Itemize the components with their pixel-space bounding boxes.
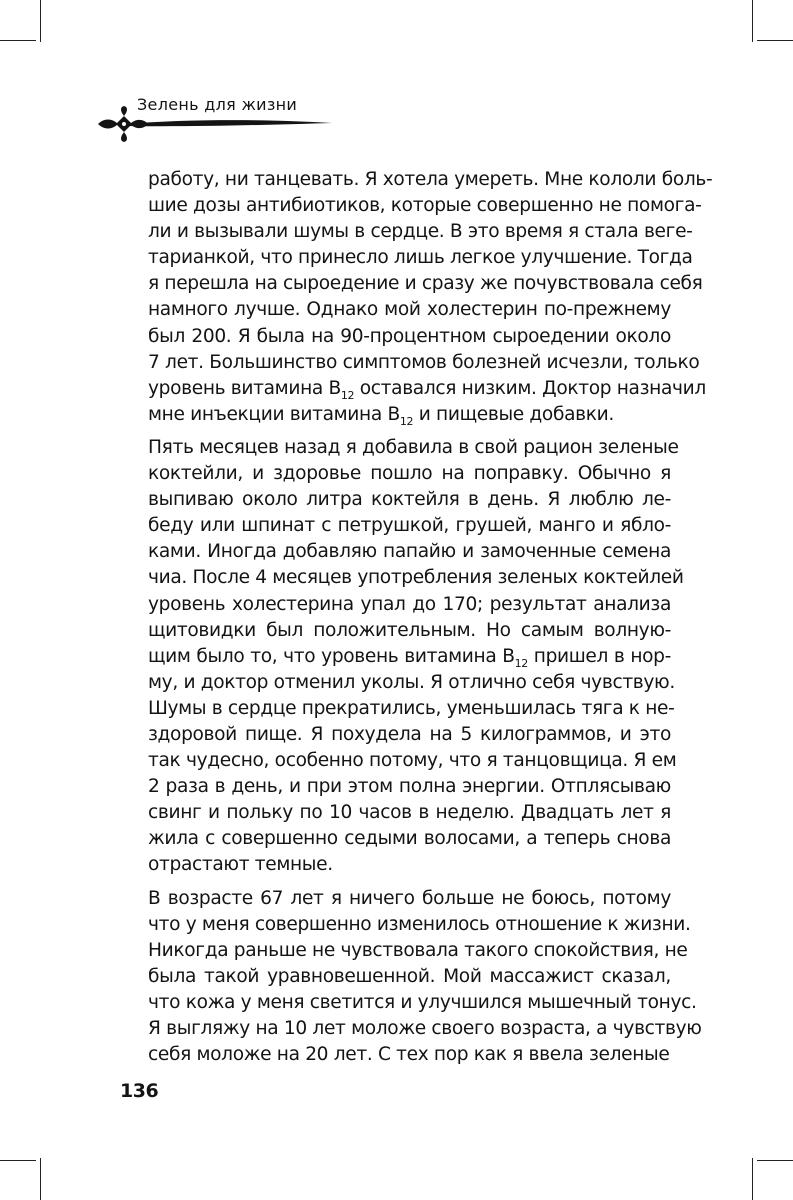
subscript: 12 (514, 656, 528, 670)
text-line: 2 раза в день, и при этом полна энергии. Отплясываю (148, 776, 671, 798)
subscript: 12 (340, 388, 355, 402)
text-fragment: мне инъекции витамина B (148, 403, 400, 425)
crop-mark-bottom-right-h (757, 1160, 793, 1161)
text-line (148, 644, 671, 670)
paragraph (148, 435, 684, 879)
text-line: себя моложе на 20 лет. С тех пор как я ввела зеленые (148, 1044, 670, 1066)
text-line: ками. Иногда добавляю папайю и замоченные семена (148, 541, 671, 563)
crop-mark-top-right (752, 0, 753, 42)
text-line: Пять месяцев назад я добавила в свой рацион зеленые (148, 436, 679, 458)
text-fragment: щим было то, что уровень витамина B (148, 645, 515, 667)
text-line: ли и вызывали шумы в сердце. В это время я стала веге- (148, 221, 693, 243)
text-line: так чудесно, особенно потому, что я танцовщица. Я ем (148, 750, 677, 772)
leaf-ornament-icon (96, 106, 332, 142)
text-line: Шумы в сердце прекратились, уменьшилась тяга к не- (148, 697, 675, 719)
text-fragment: пришел в нор- (527, 645, 671, 667)
text-line: Никогда раньше не чувствовала такого спокойствия, не (148, 939, 688, 961)
crop-mark-top-right-h (757, 40, 793, 41)
text-line: уровень холестерина упал до 170; результат анализа (148, 593, 671, 615)
text-line: Я выгляжу на 10 лет моложе своего возраста, а чувствую (148, 1018, 702, 1039)
crop-mark-top-left (40, 0, 41, 42)
text-fragment: оставался низким. Доктор назначил (354, 377, 706, 399)
text-line: жила с совершенно седыми волосами, а теперь снова (148, 828, 671, 850)
crop-mark-bottom-left (40, 1158, 41, 1200)
text-line: я перешла на сыроедение и сразу же почувствовала себя (148, 273, 703, 295)
page-number: 136 (120, 1080, 159, 1102)
text-line: выпиваю около литра коктейля в день. Я люблю ле- (148, 489, 671, 511)
text-line: коктейли, и здоровье пошло на поправку. Обычно я (148, 463, 671, 485)
text-line (148, 402, 671, 428)
running-head-title: Зелень для жизни (137, 95, 298, 114)
text-line: здоровой пище. Я похудела на 5 килограммов, и это (148, 723, 671, 745)
text-line: намного лучше. Однако мой холестерин по-прежнему (148, 299, 671, 321)
text-fragment: уровень витамина B (148, 377, 341, 399)
text-line: тарианкой, что принесло лишь легкое улучшение. Тогда (148, 247, 693, 269)
text-line: отрастают темные. (148, 854, 333, 876)
text-fragment: и пищевые добавки. (413, 403, 614, 425)
text-line: была такой уравновешенной. Мой массажист сказал, (148, 965, 671, 987)
crop-mark-top-left-h (0, 40, 36, 41)
text-line: му, и доктор отменил уколы. Я отлично себя чувствую. (148, 671, 675, 693)
text-line: В возрасте 67 лет я ничего больше не боюсь, потому (148, 887, 671, 909)
text-line: свинг и польку по 10 часов в неделю. Двадцать лет я (148, 802, 671, 824)
text-line: шие дозы антибиотиков, которые совершенно не помога- (148, 195, 702, 217)
paragraph (148, 167, 713, 428)
text-line: работу, ни танцевать. Я хотела умереть. Мне кололи боль- (148, 169, 713, 190)
subscript: 12 (399, 414, 414, 428)
text-line (148, 376, 706, 402)
paragraph (148, 886, 702, 1069)
text-line: щитовидки был положительным. Но самым волную- (148, 619, 671, 641)
text-line: чиа. После 4 месяцев употребления зеленых коктейлей (148, 567, 684, 589)
crop-mark-bottom-left-h (0, 1160, 36, 1161)
text-line: был 200. Я была на 90-процентном сыроедении около (148, 325, 671, 347)
body-text (148, 167, 713, 1075)
crop-mark-bottom-right (752, 1158, 753, 1200)
text-line: 7 лет. Большинство симптомов болезней исчезли, только (148, 351, 700, 373)
text-line: что кожа у меня светится и улучшился мышечный тонус. (148, 991, 697, 1013)
text-line: что у меня совершенно изменилось отношение к жизни. (148, 913, 691, 935)
text-line: беду или шпинат с петрушкой, грушей, манго и ябло- (148, 515, 671, 537)
